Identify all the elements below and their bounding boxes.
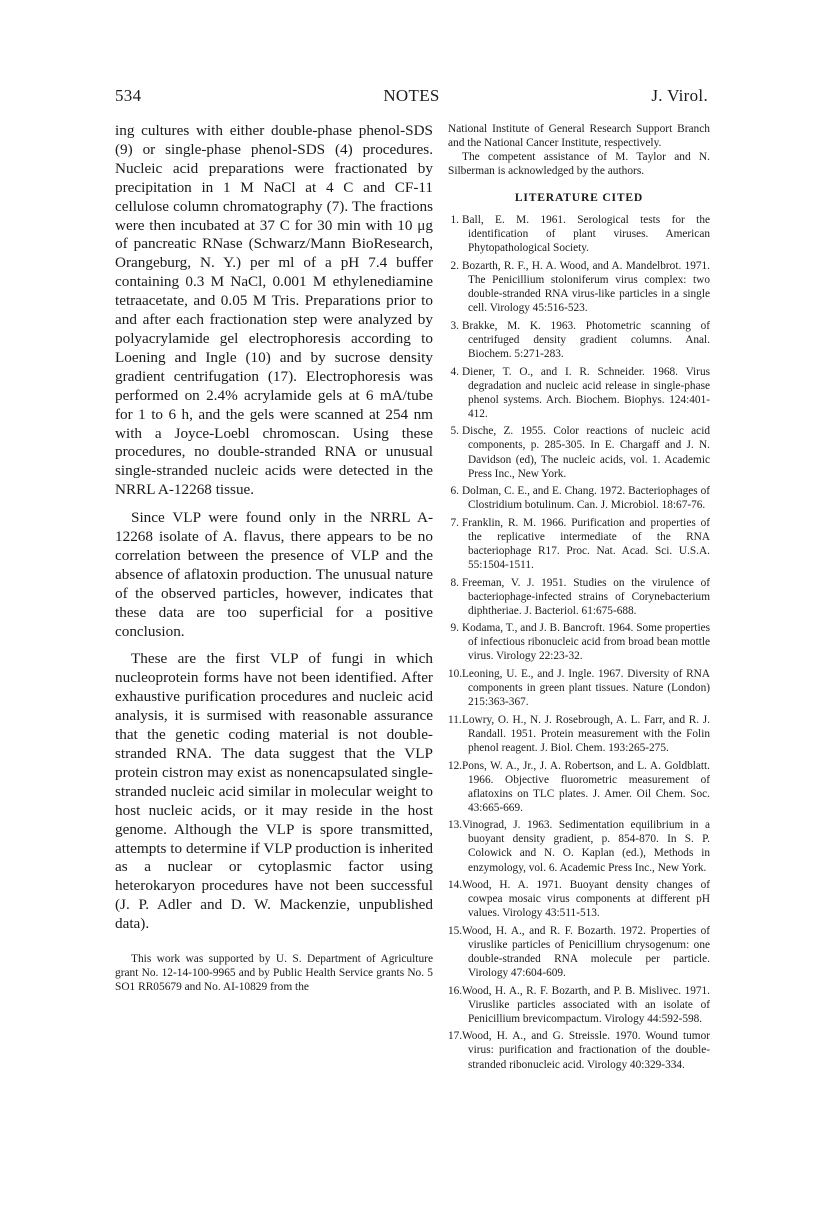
reference-item — [448, 319, 710, 361]
reference-text: Vinograd, J. 1963. Sedimentation equilibrium in a buoyant density gradient, p. 854-870. In S. P. Colowick and N. O. Kaplan (ed.), Methods in enzymology, vol. 6. Academic Press Inc., New York. — [462, 819, 710, 874]
reference-number: 10. — [448, 668, 463, 681]
reference-text: Wood, H. A., and G. Streissle. 1970. Wound tumor virus: purification and fractionation of the double-stranded ribonucleic acid. Virology 40:329-334. — [462, 1030, 710, 1071]
reference-text: Wood, H. A., R. F. Bozarth, and P. B. Mislivec. 1971. Viruslike particles associated with an isolate of Penicillium brevicompactum. Virology 44:592-598. — [462, 984, 710, 1025]
reference-text: Dische, Z. 1955. Color reactions of nucleic acid components, p. 285-305. In E. Chargaff and J. N. Davidson (ed), The nucleic acids, vol. 1. Academic Press Inc., New York. — [462, 425, 710, 480]
reference-number: 2. — [450, 260, 459, 273]
reference-text: Bozarth, R. F., H. A. Wood, and A. Mandelbrot. 1971. The Penicillium stoloniferum virus complex: two double-stranded RNA virus-like particles in a single cell. Virology 45:516-523. — [462, 260, 710, 315]
reference-text: Pons, W. A., Jr., J. A. Robertson, and L. A. Goldblatt. 1966. Objective fluorometric measurement of aflatoxins on TLC plates. J. Amer. Oil Chem. Soc. 43:665-669. — [462, 759, 710, 814]
reference-item — [448, 365, 710, 421]
reference-text: Wood, H. A., and R. F. Bozarth. 1972. Properties of viruslike particles of Penicillium chrysogenum: one double-stranded RNA molecule per particle. Virology 47:604-609. — [462, 924, 710, 980]
paragraph: These are the first VLP of fungi in which nucleoprotein forms have not been identified. After exhaustive purification procedures and nucleic acid analysis, it is surmised with reasonable assurance that the genetic coding material is not double-stranded RNA. The data suggest that the VLP protein cistron may exist as nonencapsulated single-stranded nucleic acid similar in molecular weight to host nucleic acids, or it may reside in the host genome. Although the VLP is spore transmitted, attempts to determine if VLP production is inherited as a nuclear or cytoplasmic factor using heterokaryon procedures have not been successful (J. P. Adler and D. W. Mackenzie, unpublished data). — [115, 650, 433, 933]
reference-item — [448, 213, 710, 255]
reference-text: Freeman, V. J. 1951. Studies on the virulence of bacteriophage-infected strains of Corynebacterium diphtheriae. J. Bacteriol. 61:675-688. — [462, 576, 710, 617]
reference-item — [448, 1029, 710, 1071]
journal-name: J. Virol. — [651, 86, 708, 105]
section-title: NOTES — [383, 86, 440, 105]
reference-number: 14. — [448, 879, 463, 892]
reference-number: 3. — [450, 319, 459, 332]
reference-item — [448, 759, 710, 815]
reference-number: 17. — [448, 1030, 463, 1043]
reference-text: Ball, E. M. 1961. Serological tests for the identification of plant viruses. American Phytopathological Society. — [462, 214, 710, 255]
reference-number: 6. — [450, 485, 459, 498]
literature-cited-heading: LITERATURE CITED — [514, 191, 644, 205]
reference-item — [448, 984, 710, 1026]
reference-item — [448, 424, 710, 480]
reference-number: 1. — [450, 214, 459, 227]
reference-item — [448, 667, 710, 709]
body-text — [115, 122, 433, 934]
reference-item — [448, 484, 710, 512]
reference-item — [448, 259, 710, 315]
reference-item — [448, 516, 710, 572]
reference-item — [448, 713, 710, 755]
page-header — [115, 86, 708, 110]
reference-number: 5. — [450, 425, 459, 438]
reference-item — [448, 621, 710, 663]
reference-number: 7. — [450, 516, 459, 529]
reference-item — [448, 924, 710, 980]
reference-number: 11. — [448, 713, 462, 726]
reference-text: Brakke, M. K. 1963. Photometric scanning of centrifuged density gradient columns. Anal. Biochem. 5:271-283. — [462, 319, 710, 360]
left-column — [115, 122, 433, 994]
reference-text: Diener, T. O., and I. R. Schneider. 1968. Virus degradation and nucleic acid release in single-phase phenol systems. Arch. Biochem. Biophys. 124:401-412. — [462, 365, 710, 420]
reference-list — [448, 213, 710, 1071]
reference-number: 4. — [450, 365, 459, 378]
page-number: 534 — [115, 86, 142, 105]
paragraph: Since VLP were found only in the NRRL A-12268 isolate of A. flavus, there appears to be no correlation between the presence of VLP and the absence of aflatoxin production. The unusual nature of the observed particles, however, indicates that these data are too superficial for a positive conclusion. — [115, 509, 433, 640]
reference-item — [448, 818, 710, 874]
reference-text: Leoning, U. E., and J. Ingle. 1967. Diversity of RNA components in green plant tissues. Nature (London) 215:363-367. — [462, 668, 710, 709]
ack-continuation: National Institute of General Research Support Branch and the National Cancer Institute, respectively. — [448, 123, 710, 150]
reference-item — [448, 878, 710, 920]
reference-number: 16. — [448, 984, 463, 997]
reference-text: Kodama, T., and J. B. Bancroft. 1964. Some properties of infectious ribonucleic acid from broad bean mottle virus. Virology 22:23-32. — [462, 622, 710, 663]
reference-number: 9. — [450, 622, 459, 635]
reference-number: 15. — [448, 924, 463, 937]
reference-text: Franklin, R. M. 1966. Purification and properties of the replicative intermediate of the RNA bacteriophage R17. Proc. Nat. Acad. Sci. U.S.A. 55:1504-1511. — [462, 516, 710, 572]
reference-number: 12. — [448, 759, 463, 772]
paragraph: ing cultures with either double-phase phenol-SDS (9) or single-phase phenol-SDS (4) procedures. Nucleic acid preparations were fractionated by precipitation in 1 M NaCl at 4 C and CF-11 cellulose column chromatography (7). The fractions were then incubated at 37 C for 30 min with 10 μg of pancreatic RNase (Schwarz/Mann BioResearch, Orangeburg, N. Y.) per ml of a pH 7.4 buffer containing 0.3 M NaCl, 0.001 M ethylenediamine tetraacetate, and 0.05 M Tris. Preparations prior to and after each fractionation step were analyzed by polyacrylamide gel electrophoresis according to Loening and Ingle (10) and by sucrose density gradient centrifugation (17). Electrophoresis was performed on 2.4% acrylamide gels at 6 mA/tube for 1 to 6 h, and the gels were scanned at 254 nm with a Joyce-Loebl chromoscan. Using these procedures, no double-stranded RNA or unusual single-stranded nucleic acids were detected in the NRRL A-12268 tissue. — [115, 122, 433, 499]
reference-number: 8. — [450, 576, 459, 589]
funding-footnote: This work was supported by U. S. Department of Agriculture grant No. 12-14-100-9965 and by Public Health Service grants No. 5 SO1 RR05679 and No. AI-10829 from the — [115, 953, 433, 994]
acknowledgments — [448, 122, 710, 178]
reference-text: Dolman, C. E., and E. Chang. 1972. Bacteriophages of Clostridium botulinum. Can. J. Microbiol. 18:67-76. — [462, 485, 710, 512]
ack-assistance: The competent assistance of M. Taylor and N. Silberman is acknowledged by the authors. — [448, 151, 710, 178]
reference-number: 13. — [448, 819, 463, 832]
right-column — [448, 122, 710, 1075]
reference-item — [448, 576, 710, 618]
reference-text: Wood, H. A. 1971. Buoyant density changes of cowpea mosaic virus components at different pH values. Virology 43:511-513. — [462, 879, 710, 920]
reference-text: Lowry, O. H., N. J. Rosebrough, A. L. Farr, and R. J. Randall. 1951. Protein measurement with the Folin phenol reagent. J. Biol. Chem. 193:265-275. — [462, 713, 710, 754]
